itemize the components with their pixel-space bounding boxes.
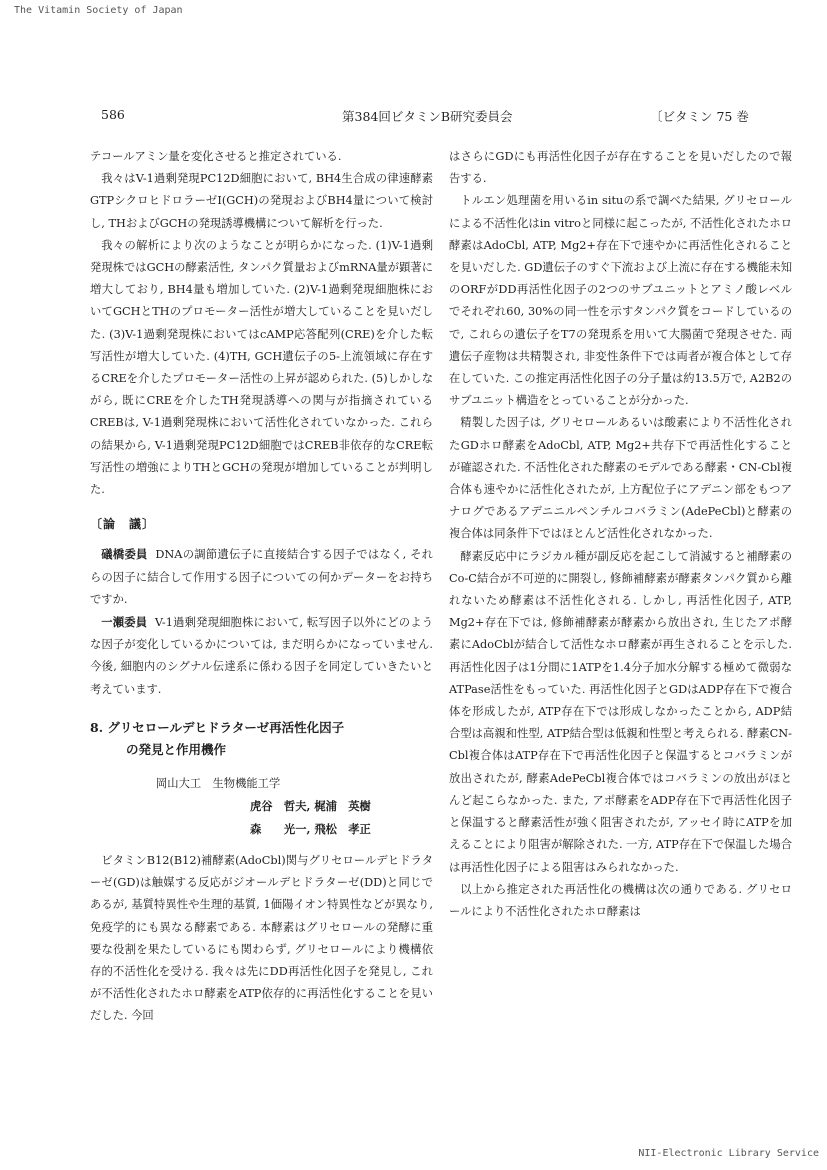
question-text: DNAの調節遺伝子に直接結合する因子ではなく, それらの因子に結合して作用する因子についての何かデーターをお持ちですか. (90, 548, 433, 606)
authors-line: 虎谷 哲夫, 梶浦 英樹 (250, 799, 371, 814)
question-speaker: 礒橋委員 (101, 547, 148, 562)
volume-label: 〔ビタミン 75 巻 (650, 109, 749, 124)
page-number: 586 (101, 107, 125, 122)
authors-line: 森 光一, 飛松 孝正 (250, 821, 371, 836)
answer-paragraph (90, 611, 433, 701)
affiliation: 岡山大工 生物機能工学 (156, 777, 281, 791)
paragraph: トルエン処理菌を用いるin situの系で調べた結果, グリセロールによる不活性化はin vitroと同様に起こったが, 不活性化されたホロ酵素はAdoCbl, ATP, Mg2+存在下で速やかに再活性化されることを見いだした. GD遺伝子のすぐ下流および上流に存在する機能未知のORFがDD再活性化因子の2つのサブユニットとアミノ酸レベルでそれぞれ60, 30%の同一性を示すタンパク質をコードしているので, これらの遺伝子をT7の発現系を用いて大腸菌で発現させた. 両遺伝子産物は共精製され, 非変性条件下では両者が複合体として存在していた. この推定再活性化因子の分子量は約13.5万で, A2B2のサブユニット構造をとっていることが分かった. (449, 194, 792, 408)
paragraph: テコールアミン量を変化させると推定されている. (90, 150, 342, 163)
item-title-continued: の発見と作用機作 (126, 742, 227, 758)
bottom-banner: NII-Electronic Library Service (638, 1148, 819, 1159)
item-title: 8. グリセロールデヒドラターゼ再活性化因子 (90, 719, 345, 735)
left-column (90, 146, 433, 1028)
paragraph: 精製した因子は, グリセロールあるいは酸素により不活性化されたGDホロ酵素をAdoCbl, ATP, Mg2+共存下で再活性化することが確認された. 不活性化された酵素のモデルである酵素・CN-Cbl複合体も速やかに活性化されたが, 上方配位子にアデニン部をもつアナログであるアデニニルペンチルコバラミン(AdePeCbl)と酵素の複合体は同条件下ではほとんど活性化されなかった. (449, 416, 792, 541)
top-banner: The Vitamin Society of Japan (14, 5, 183, 16)
answer-speaker: 一瀬委員 (101, 615, 148, 630)
running-title: 第384回ビタミンB研究委員会 (342, 109, 513, 124)
paragraph: 酵素反応中にラジカル種が副反応を起こして消滅すると補酵素のCo-C結合が不可逆的に開裂し, 修飾補酵素が酵素タンパク質から離れないため酵素は不活性化される. しかし, 再活性化因子, ATP, Mg2+存在下では, 修飾補酵素が酵素から放出され, 生じたアポ酵素にAdoCblが結合して活性なホロ酵素が再生されることを示した. 再活性化因子は1分間に1ATPを1.4分子加水分解する極めて微弱なATPase活性をもっていた. 再活性化因子とGDはADP存在下で複合体を形成したが, ATP存在下では形成しなかったことから, ADP結合型は高親和性型, ATP結合型は低親和性型と考えられる. 酵素CN-Cbl複合体はATP存在下で再活性化因子と保温するとコバラミンが放出されたが, 酵素AdePeCbl複合体ではコバラミンの放出がほとんど起こらなかった. また, アポ酵素をADP存在下で再活性化因子と保温すると酵素活性が強く阻害されたが, アッセイ時にATPを加えることにより阻害が解除された. 一方, ATP存在下で保温した場合は再活性化因子による阻害はみられなかった. (449, 549, 792, 874)
discussion-heading: 〔論 議〕 (90, 517, 156, 532)
paragraph: 以上から推定された再活性化の機構は次の通りである. グリセロールにより不活性化されたホロ酵素は (449, 882, 792, 918)
paragraph: ビタミンB12(B12)補酵素(AdoCbl)関与グリセロールデヒドラターゼ(GD)は触媒する反応がジオールデヒドラターゼ(DD)と同じであるが, 基質特異性や生理的基質, 1価陽イオン特異性などが異なり, 免疫学的にも異なる酵素である. 本酵素はグリセロールの発酵に重要な役割を果たしているにも関わらず, グリセロールにより機構依存的不活性化を受ける. 我々は先にDD再活性化因子を発見し, これが不活性化されたホロ酵素をATP依存的に再活性化することを見いだした. 今回 (90, 853, 433, 1023)
question-paragraph (90, 543, 433, 611)
right-column (449, 146, 792, 923)
paragraph: 我々はV-1過剰発現PC12D細胞において, BH4生合成の律速酵素GTPシクロヒドロラーゼI(GCH)の発現およびBH4量について検討し, THおよびGCHの発現誘導機構について解析を行った. (90, 172, 433, 230)
paragraph: はさらにGDにも再活性化因子が存在することを見いだしたので報告する. (449, 150, 792, 186)
paragraph: 我々の解析により次のようなことが明らかになった. (1)V-1過剰発現株ではGCHの酵素活性, タンパク質量およびmRNA量が顕著に増大しており, BH4量も増加していた. (2)V-1過剰発現細胞株においてGCHとTHのプロモーター活性が増大していることを見いだした. (3)V-1過剰発現株においてはcAMP応答配列(CRE)を介した転写活性が増大していた. (4)TH, GCH遺伝子の5-上流領域に存在するCREを介したプロモーター活性の上昇が認められた. (5)しかしながら, 既にCREを介したTH発現誘導への関与が指摘されているCREBは, V-1過剰発現株において活性化されていなかった. これらの結果から, V-1過剰発現PC12D細胞ではCREB非依存的なCRE転写活性の増強によりTHとGCHの発現が増加していることが判明した. (90, 238, 433, 497)
answer-text: V-1過剰発現細胞株において, 転写因子以外にどのような因子が変化しているかについては, まだ明らかになっていません. 今後, 細胞内のシグナル伝達系に係わる因子を同定していきたいと考えています. (90, 616, 433, 696)
